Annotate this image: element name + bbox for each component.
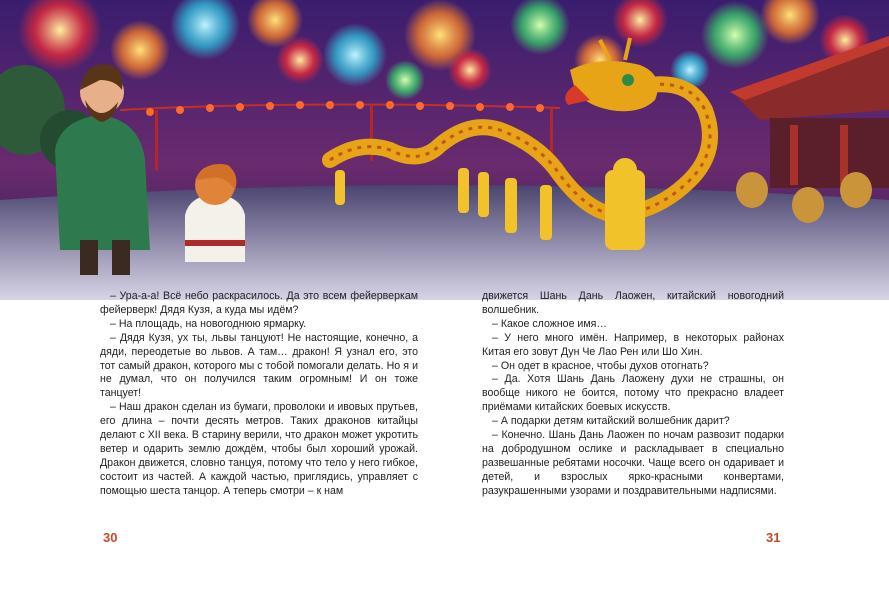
- paragraph: – Да. Хотя Шань Дань Лаожену духи не страшны, он вообще никого не боится, потому что прекрасно владеет приёмами китайских боевых искусств.: [482, 373, 784, 414]
- paragraph: – На площадь, на новогоднюю ярмарку.: [110, 317, 307, 330]
- paragraph: движется Шань Дань Лаожен, китайский новогодний волшебник.: [482, 290, 784, 316]
- paragraph: – Дядя Кузя, ух ты, львы танцуют! Не настоящие, конечно, а дяди, переодетые во львов. А там… дракон! Я узнал его, это тот самый дракон, которого мы с тобой помогали делать. Но я и не думал, что он получился таким огромным! И он тоже танцует!: [100, 331, 418, 400]
- page-number-left: 30: [103, 530, 118, 545]
- right-page-text: [482, 290, 784, 499]
- paragraph: – Конечно. Шань Дань Лаожен по ночам развозит подарки на добродушном ослике и раскладывает в специально развешанные ребятами носочки. Чаще всего он одаривает и детей, и взрослых ярко-красными конвертами, разукрашенными узорами и поздравительными надписями.: [482, 429, 784, 497]
- paragraph: – Он одет в красное, чтобы духов отогнать?: [492, 359, 709, 372]
- paragraph: – Ура-а-а! Всё небо раскрасилось. Да это всем фейерверкам фейерверк! Дядя Кузя, а куда мы идём?: [100, 290, 418, 316]
- paragraph: – А подарки детям китайский волшебник дарит?: [492, 415, 730, 428]
- paragraph: – У него много имён. Например, в некоторых районах Китая его зовут Дун Че Лао Рен или Шо Хин.: [482, 331, 784, 358]
- paragraph: – Какое сложное имя…: [492, 317, 607, 330]
- left-page-text: [100, 290, 418, 499]
- paragraph: – Наш дракон сделан из бумаги, проволоки и ивовых прутьев, его длина – почти десять метров. Таких драконов китайцы делают с XII века. В старину верили, что дракон может укротить ветер и одарить землю дождём, чтобы был хороший урожай. Дракон движется, словно танцуя, потому что тело у него гибкое, состоит из частей. А каждой частью, приглядись, управляет с помощью шеста танцор. А теперь смотри – к нам: [100, 401, 418, 497]
- page-number-right: 31: [766, 530, 781, 545]
